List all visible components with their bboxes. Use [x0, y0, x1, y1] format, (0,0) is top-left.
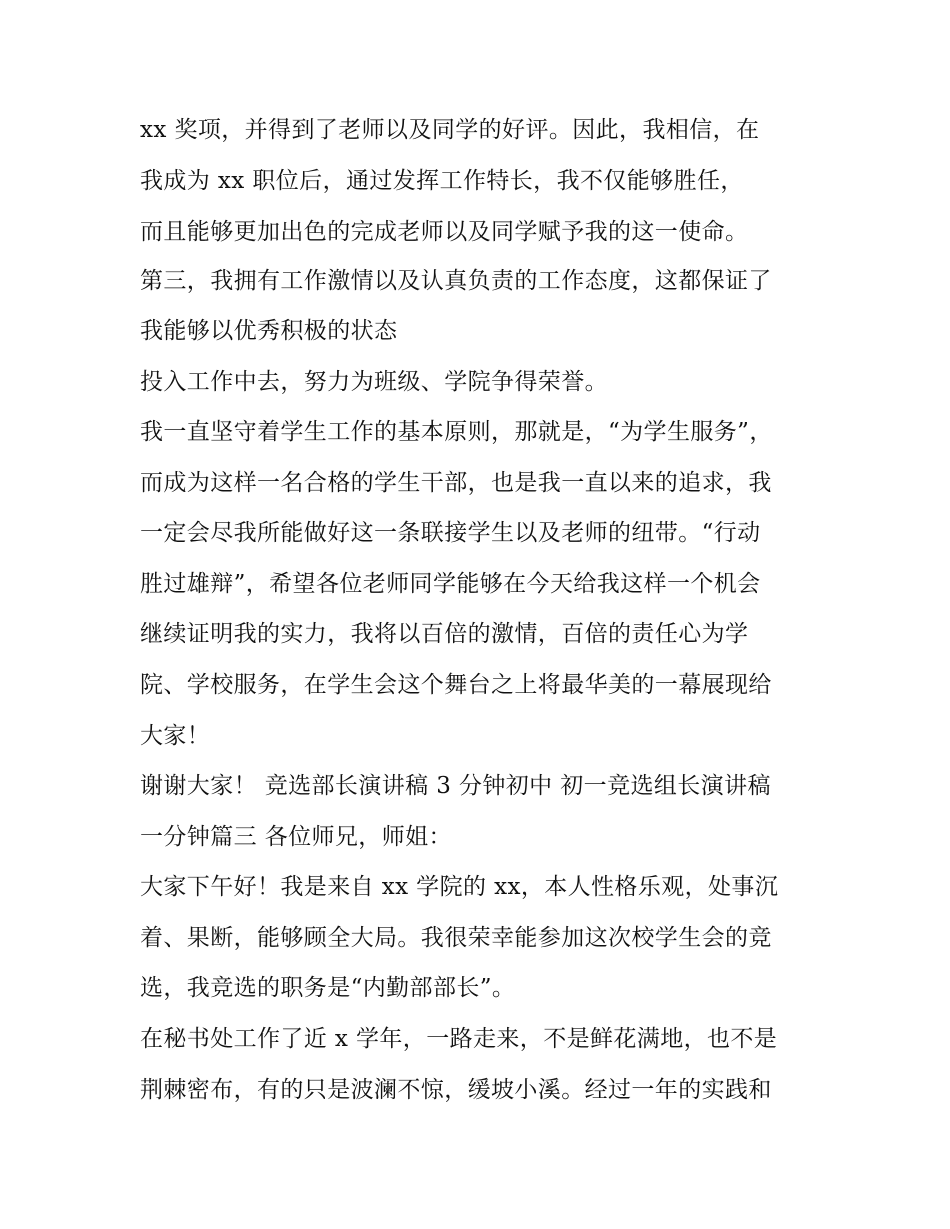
text-line: 选，我竞选的职务是“内勤部部长”。: [140, 975, 516, 1001]
text-line: 在秘书处工作了近 x 学年，一路走来，不是鲜花满地，也不是: [140, 1026, 778, 1052]
text-line: 继续证明我的实力，我将以百倍的激情，百倍的责任心为学: [140, 621, 749, 647]
text-line: 我能够以优秀积极的状态: [140, 318, 398, 344]
text-line: 大家！: [140, 723, 211, 749]
text-line: 着、果断，能够顾全大局。我很荣幸能参加这次校学生会的竞: [140, 925, 772, 951]
text-line: 荆棘密布，有的只是波澜不惊，缓坡小溪。经过一年的实践和: [140, 1077, 772, 1103]
text-line: 胜过雄辩”，希望各位老师同学能够在今天给我这样一个机会: [140, 571, 761, 597]
text-line: 谢谢大家！ 竞选部长演讲稿 3 分钟初中 初一竞选组长演讲稿: [140, 773, 771, 799]
text-line: 我成为 xx 职位后，通过发挥工作特长，我不仅能够胜任，: [140, 168, 744, 194]
text-line: 院、学校服务，在学生会这个舞台之上将最华美的一幕展现给: [140, 672, 772, 698]
text-line: 第三，我拥有工作激情以及认真负责的工作态度，这都保证了: [140, 268, 772, 294]
text-line: xx 奖项，并得到了老师以及同学的好评。因此，我相信，在: [140, 117, 760, 143]
text-line: 大家下午好！我是来自 xx 学院的 xx，本人性格乐观，处事沉: [140, 874, 779, 900]
text-line: 一分钟篇三 各位师兄，师姐：: [140, 824, 452, 850]
text-line: 而成为这样一名合格的学生干部，也是我一直以来的追求，我: [140, 470, 772, 496]
text-line: 我一直坚守着学生工作的基本原则，那就是，“为学生服务”，: [140, 419, 773, 445]
text-line: 一定会尽我所能做好这一条联接学生以及老师的纽带。“行动: [140, 520, 761, 546]
text-line: 而且能够更加出色的完成老师以及同学赋予我的这一使命。: [140, 219, 749, 245]
text-line: 投入工作中去，努力为班级、学院争得荣誉。: [140, 369, 608, 395]
